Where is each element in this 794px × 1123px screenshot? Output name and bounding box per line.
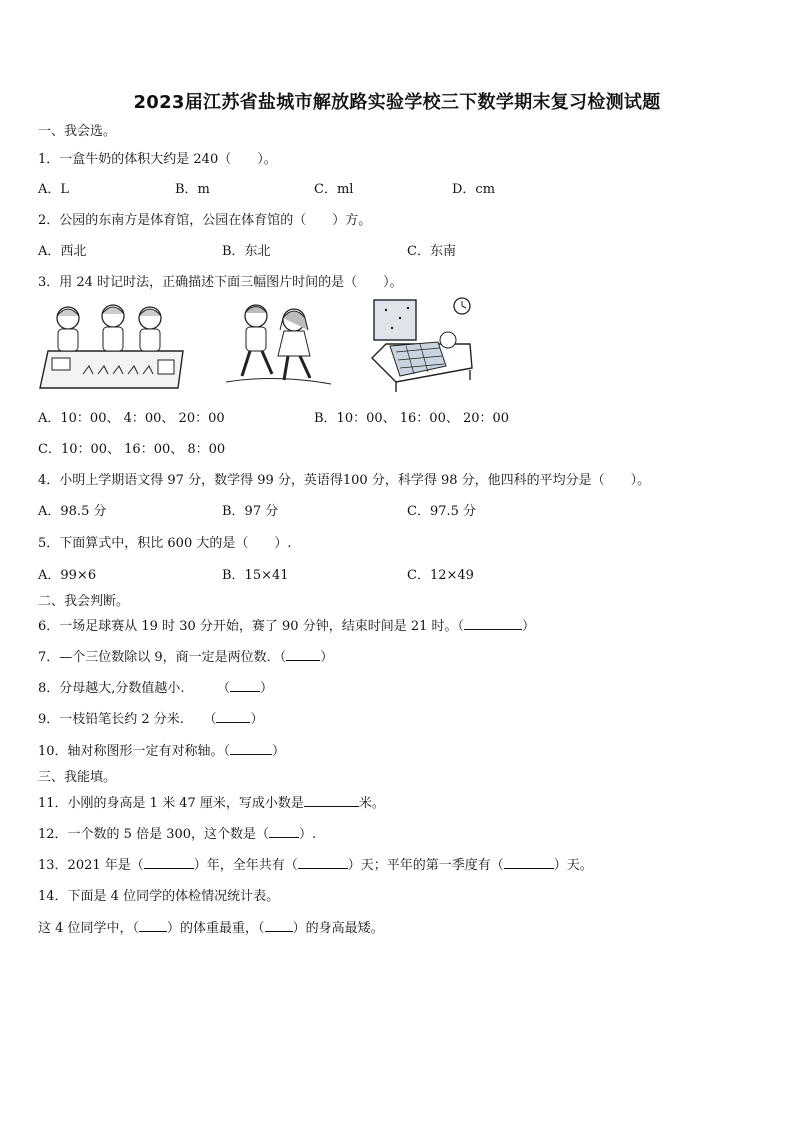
q9-text: 9．一枝铅笔长约 2 分米. （ <box>38 712 217 727</box>
q2-option-a: A．西北 <box>38 244 87 259</box>
question-7 <box>38 646 333 665</box>
question-2: 2．公园的东南方是体育馆，公园在体育馆的（ ）方。 <box>38 213 372 228</box>
q4-option-c: C．97.5 分 <box>407 504 477 519</box>
q13-part-4: ）天。 <box>553 858 593 873</box>
q9-answer-blank[interactable] <box>216 710 250 723</box>
q5-option-a: A．99×6 <box>38 568 97 583</box>
child-sleeping-illustration <box>366 296 478 396</box>
q1-option-d: D．cm <box>452 182 496 197</box>
question-9 <box>38 708 263 727</box>
question-12 <box>38 823 316 842</box>
q1-option-b: B．m <box>175 182 210 197</box>
section-heading-fill: 三、我能填。 <box>38 770 117 785</box>
section-heading-judge: 二、我会判断。 <box>38 594 130 609</box>
question-5: 5．下面算式中，积比 600 大的是（ ）. <box>38 536 292 551</box>
q6-answer-blank[interactable] <box>464 617 522 630</box>
q5-option-b: B．15×41 <box>222 568 289 583</box>
question-11 <box>38 792 385 811</box>
q10-answer-blank[interactable] <box>230 742 272 755</box>
question-8 <box>38 677 273 696</box>
page-title: 2023届江苏省盐城市解放路实验学校三下数学期末复习检测试题 <box>133 92 661 113</box>
q8-answer-blank[interactable] <box>230 679 260 692</box>
q3-option-c: C．10：00、 16：00、 8：00 <box>38 442 226 457</box>
question-3: 3．用 24 时记时法，正确描述下面三幅图片时间的是（ ）。 <box>38 275 403 290</box>
q13-quarter-days-blank[interactable] <box>504 856 554 869</box>
q9-text-end: ） <box>250 712 264 727</box>
children-running-illustration <box>216 296 336 396</box>
q13-part-3: ）天；平年的第一季度有（ <box>347 858 504 873</box>
q4-option-a: A．98.5 分 <box>38 504 107 519</box>
q7-answer-blank[interactable] <box>286 648 320 661</box>
q11-text-end: 米。 <box>358 796 385 811</box>
question-14-sentence <box>38 917 384 936</box>
q8-text: 8．分母越大,分数值越小. （ <box>38 681 231 696</box>
question-14: 14．下面是 4 位同学的体检情况统计表。 <box>38 889 280 904</box>
section-heading-choose: 一、我会选。 <box>38 124 117 139</box>
q12-text-end: ）. <box>299 827 317 842</box>
q11-text: 11．小刚的身高是 1 米 47 厘米，写成小数是 <box>38 796 304 811</box>
q4-option-b: B．97 分 <box>222 504 279 519</box>
q1-option-a: A．L <box>38 182 70 197</box>
q3-option-b: B．10：00、 16：00、 20：00 <box>314 411 510 426</box>
q10-text: 10．轴对称图形一定有对称轴。（ <box>38 744 231 759</box>
q8-text-end: ） <box>260 681 274 696</box>
q14-shortest-blank[interactable] <box>265 919 293 932</box>
question-13 <box>38 854 593 873</box>
q11-answer-blank[interactable] <box>304 794 359 807</box>
q6-text-end: ） <box>522 619 536 634</box>
q1-option-c: C．ml <box>314 182 354 197</box>
q2-option-b: B．东北 <box>222 244 271 259</box>
q13-year-blank[interactable] <box>144 856 194 869</box>
q12-text: 12．一个数的 5 倍是 300，这个数是（ <box>38 827 270 842</box>
q14b-part-3: ）的身高最矮。 <box>292 921 384 936</box>
q3-illustrations <box>38 296 478 396</box>
question-10 <box>38 740 285 759</box>
children-crafting-illustration <box>38 296 188 396</box>
question-6 <box>38 615 535 634</box>
question-1: 1．一盒牛奶的体积大约是 240（ ）。 <box>38 152 277 167</box>
q6-text: 6．一场足球赛从 19 时 30 分开始，赛了 90 分钟，结束时间是 21 时。（ <box>38 619 464 634</box>
q14b-part-1: 这 4 位同学中，（ <box>38 921 140 936</box>
q13-part-1: 13．2021 年是（ <box>38 858 144 873</box>
q5-option-c: C．12×49 <box>407 568 474 583</box>
q14-heaviest-blank[interactable] <box>139 919 167 932</box>
q13-part-2: ）年，全年共有（ <box>193 858 298 873</box>
q14b-part-2: ）的体重最重，（ <box>167 921 265 936</box>
question-4: 4．小明上学期语文得 97 分，数学得 99 分，英语得100 分，科学得 98 分，他四科的平均分是（ ）。 <box>38 473 651 488</box>
q13-days-blank[interactable] <box>298 856 348 869</box>
q10-text-end: ） <box>272 744 286 759</box>
q7-text-end: ） <box>320 650 334 665</box>
q2-option-c: C．东南 <box>407 244 456 259</box>
q7-text: 7．—个三位数除以 9，商一定是两位数．（ <box>38 650 287 665</box>
q12-answer-blank[interactable] <box>269 825 299 838</box>
q3-option-a: A．10：00、 4：00、 20：00 <box>38 411 225 426</box>
